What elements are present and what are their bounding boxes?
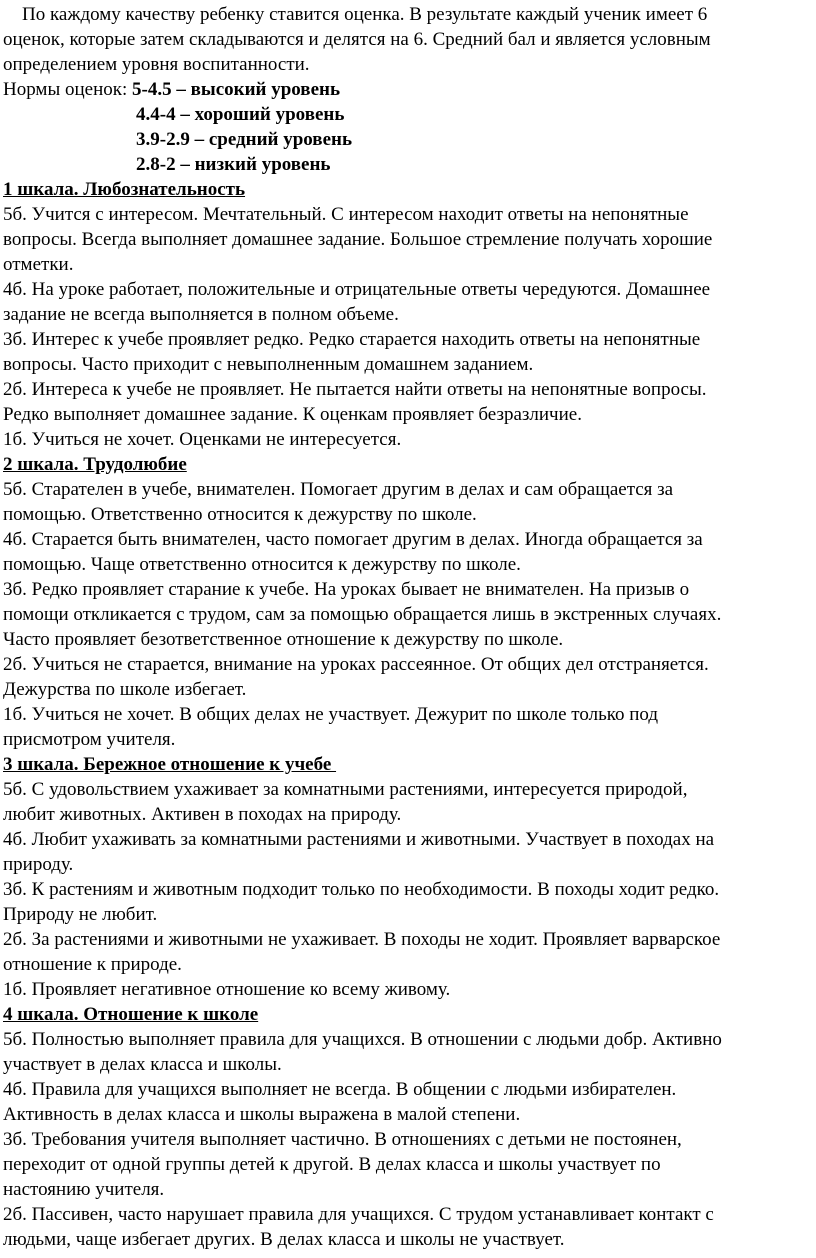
scale-heading: 3 шкала. Бережное отношение к учебе (3, 754, 337, 775)
scale-criterion (0, 652, 816, 702)
criterion-line: переходит от одной группы детей к другой. В делах класса и школы участвует по (3, 1154, 661, 1175)
criterion-line: отношение к природе. (3, 954, 182, 975)
criterion-line: помощи откликается с трудом, сам за помощью обращается лишь в экстренных случаях. (3, 604, 722, 625)
criterion-line: отметки. (3, 254, 74, 275)
criterion-line: помощью. Ответственно относится к дежурству по школе. (3, 504, 477, 525)
norm-level: 5-4.5 – высокий уровень (132, 79, 340, 100)
scale-criterion (0, 327, 816, 377)
scale-criterion (0, 877, 816, 927)
criterion-line: 1б. Учиться не хочет. Оценками не интересуется. (3, 429, 402, 450)
criterion-line: 1б. Проявляет негативное отношение ко всему живому. (3, 979, 451, 1000)
criterion-line: 3б. Интерес к учебе проявляет редко. Редко старается находить ответы на непонятные (3, 329, 701, 350)
scale-criterion (0, 977, 816, 1002)
scale-criterion (0, 477, 816, 527)
criterion-line: любит животных. Активен в походах на природу. (3, 804, 402, 825)
scale-criterion (0, 777, 816, 827)
criterion-line: вопросы. Всегда выполняет домашнее задание. Большое стремление получать хорошие (3, 229, 713, 250)
criterion-line: 5б. Старателен в учебе, внимателен. Помогает другим в делах и сам обращается за (3, 479, 674, 500)
norm-level: 3.9-2.9 – средний уровень (136, 129, 352, 150)
norms-row (0, 77, 816, 102)
scales-list (0, 177, 816, 1252)
scale-criterion (0, 1127, 816, 1202)
criterion-line: Активность в делах класса и школы выражена в малой степени. (3, 1104, 521, 1125)
criterion-line: Природу не любит. (3, 904, 158, 925)
criterion-line: природу. (3, 854, 74, 875)
criterion-line: 3б. Редко проявляет старание к учебе. На уроках бывает не внимателен. На призыв о (3, 579, 690, 600)
criterion-line: присмотром учителя. (3, 729, 176, 750)
scale-criterion (0, 927, 816, 977)
criterion-line: 4б. Правила для учащихся выполняет не всегда. В общении с людьми избирателен. (3, 1079, 677, 1100)
norm-level: 2.8-2 – низкий уровень (136, 154, 331, 175)
scale-criterion (0, 1027, 816, 1077)
criterion-line: 2б. Интереса к учебе не проявляет. Не пытается найти ответы на непонятные вопросы. (3, 379, 707, 400)
criterion-line: 2б. За растениями и животными не ухаживает. В походы не ходит. Проявляет варварское (3, 929, 721, 950)
scale-criterion (0, 1077, 816, 1127)
criterion-line: 4б. Любит ухаживать за комнатными растениями и животными. Участвует в походах на (3, 829, 715, 850)
scale-criterion (0, 277, 816, 327)
criterion-line: 4б. Старается быть внимателен, часто помогает другим в делах. Иногда обращается за (3, 529, 703, 550)
scale-criterion (0, 1202, 816, 1252)
criterion-line: Редко выполняет домашнее задание. К оценкам проявляет безразличие. (3, 404, 582, 425)
scale-heading: 1 шкала. Любознательность (3, 179, 246, 200)
scale-criterion (0, 377, 816, 427)
criterion-line: помощью. Чаще ответственно относится к дежурству по школе. (3, 554, 521, 575)
scale-criterion (0, 527, 816, 577)
scale-criterion (0, 202, 816, 277)
criterion-line: 5б. С удовольствием ухаживает за комнатными растениями, интересуется природой, (3, 779, 688, 800)
criterion-line: 2б. Пассивен, часто нарушает правила для учащихся. С трудом устанавливает контакт с (3, 1204, 714, 1225)
norm-level: 4.4-4 – хороший уровень (136, 104, 345, 125)
criterion-line: людьми, чаще избегает других. В делах класса и школы не участвует. (3, 1229, 565, 1250)
scale-criterion (0, 702, 816, 752)
criterion-line: 3б. Требования учителя выполняет частично. В отношениях с детьми не постоянен, (3, 1129, 682, 1150)
criterion-line: 3б. К растениям и животным подходит только по необходимости. В походы ходит редко. (3, 879, 720, 900)
criterion-line: 5б. Полностью выполняет правила для учащихся. В отношении с людьми добр. Активно (3, 1029, 722, 1050)
scale-heading: 2 шкала. Трудолюбие (3, 454, 187, 475)
intro-paragraph (0, 2, 816, 77)
criterion-line: 1б. Учиться не хочет. В общих делах не участвует. Дежурит по школе только под (3, 704, 659, 725)
intro-line: определением уровня воспитанности. (3, 54, 310, 75)
criterion-line: Часто проявляет безответственное отношение к дежурству по школе. (3, 629, 564, 650)
criterion-line: 5б. Учится с интересом. Мечтательный. С интересом находит ответы на непонятные (3, 204, 689, 225)
intro-line: оценок, которые затем складываются и делятся на 6. Средний бал и является условным (3, 29, 711, 50)
criterion-line: Дежурства по школе избегает. (3, 679, 247, 700)
criterion-line: настоянию учителя. (3, 1179, 165, 1200)
criterion-line: вопросы. Часто приходит с невыполненным домашнем заданием. (3, 354, 534, 375)
scale-heading: 4 шкала. Отношение к школе (3, 1004, 259, 1025)
criterion-line: 2б. Учиться не старается, внимание на уроках рассеянное. От общих дел отстраняется. (3, 654, 709, 675)
criterion-line: задание не всегда выполняется в полном объеме. (3, 304, 399, 325)
scale-criterion (0, 827, 816, 877)
intro-line: По каждому качеству ребенку ставится оценка. В результате каждый ученик имеет 6 (22, 4, 708, 25)
criterion-line: 4б. На уроке работает, положительные и отрицательные ответы чередуются. Домашнее (3, 279, 711, 300)
criterion-line: участвует в делах класса и школы. (3, 1054, 282, 1075)
norms-label: Нормы оценок: (3, 79, 133, 100)
scale-criterion (0, 427, 816, 452)
scale-criterion (0, 577, 816, 652)
